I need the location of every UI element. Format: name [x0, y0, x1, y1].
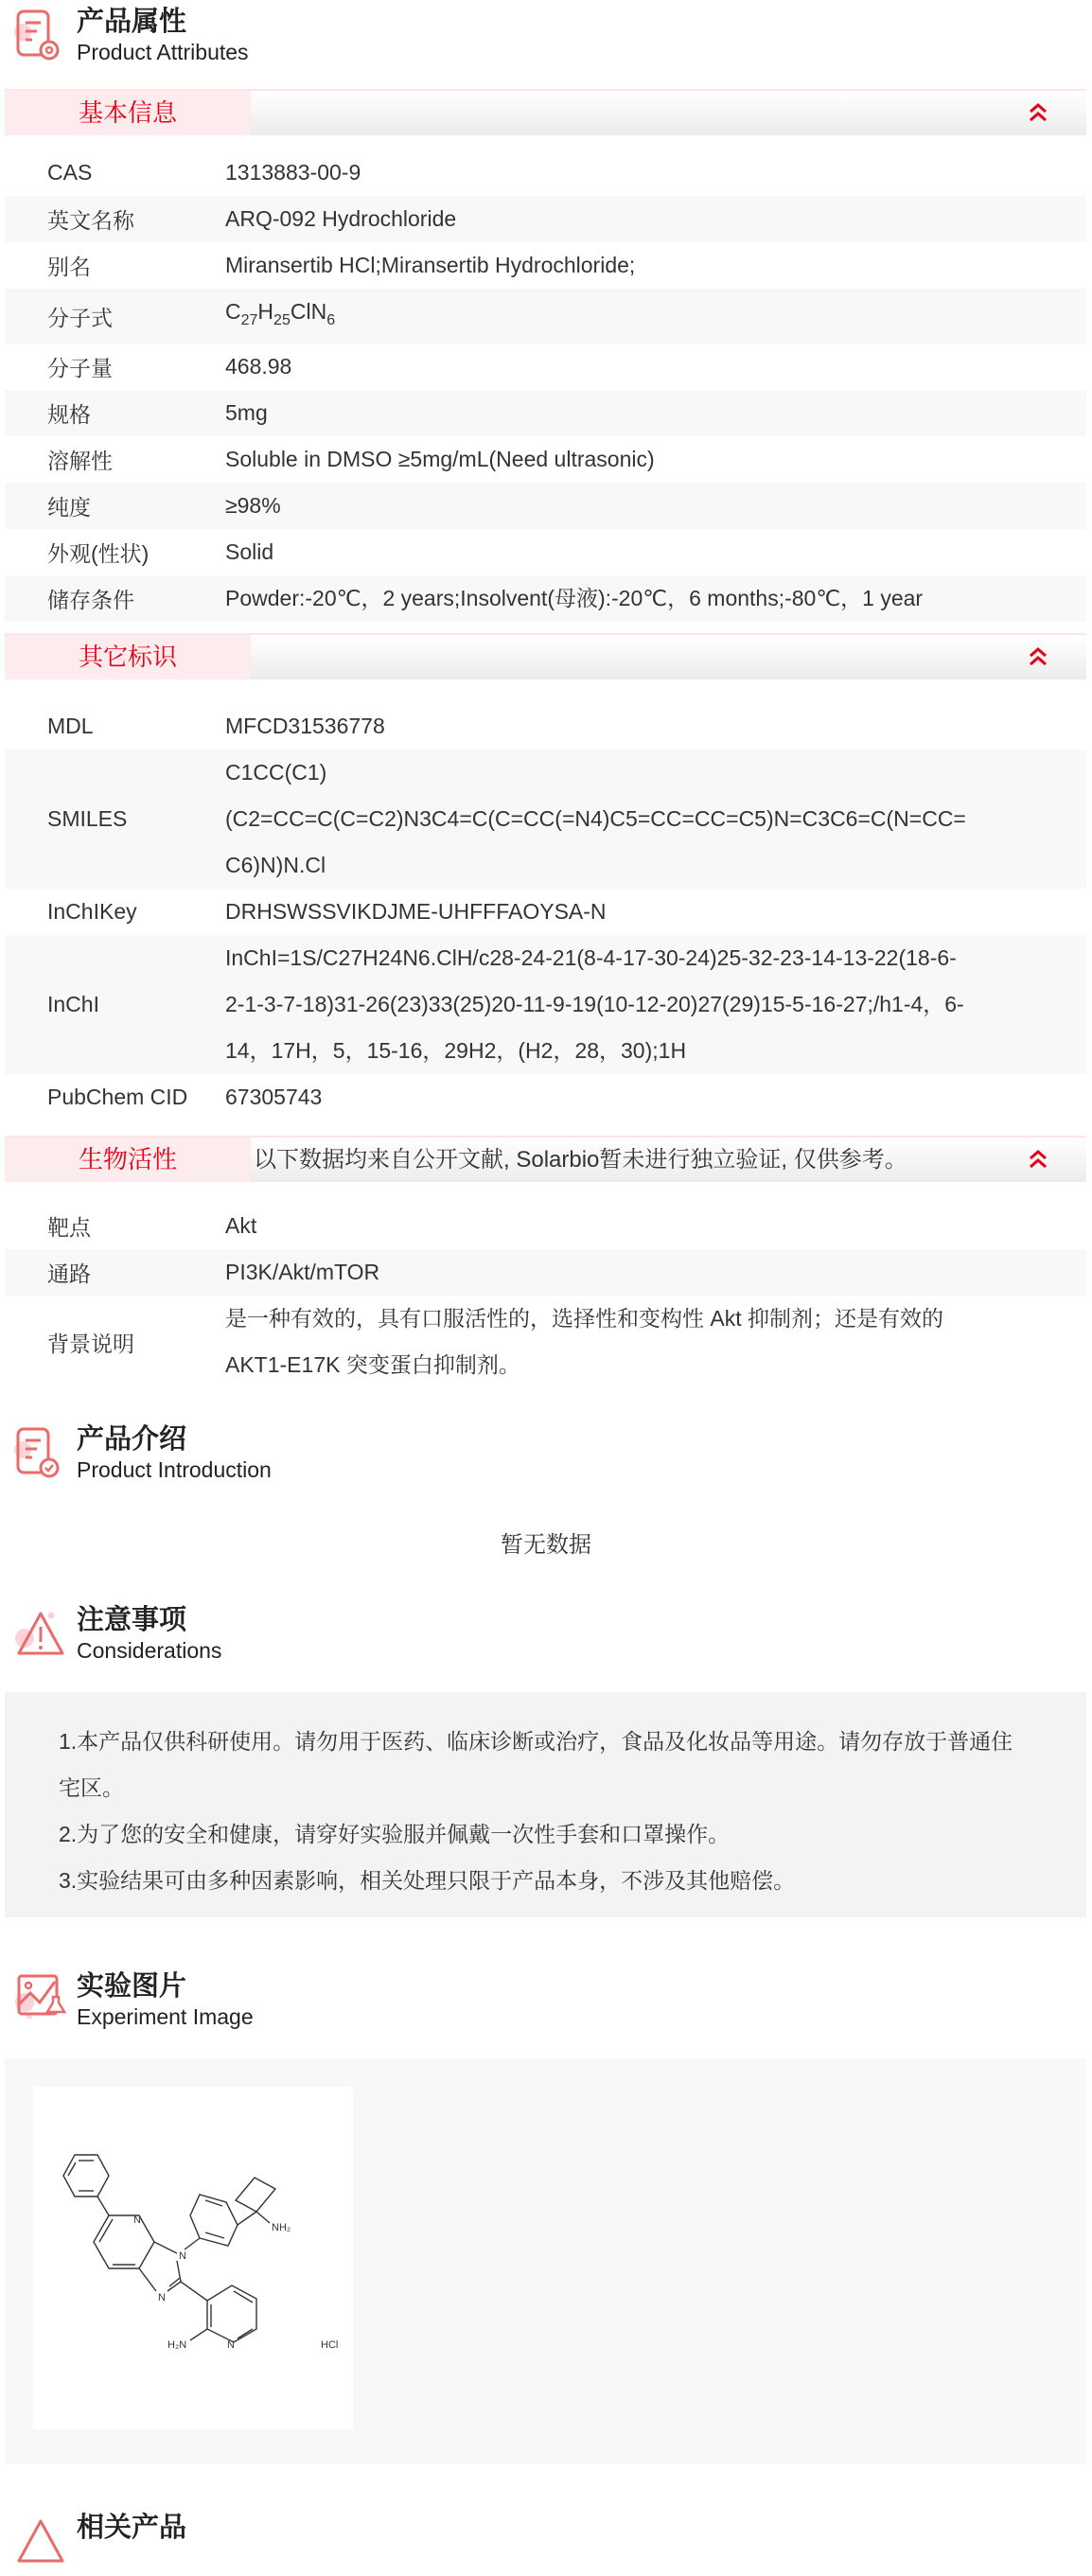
svg-text:H₂N: H₂N	[167, 2339, 187, 2351]
svg-text:HCl: HCl	[321, 2339, 339, 2351]
double-chevron-up-icon[interactable]	[1028, 1149, 1048, 1170]
section-title-en: Product Attributes	[77, 40, 249, 64]
row-label: InChIKey	[47, 899, 137, 924]
row-value: ≥98%	[225, 493, 281, 518]
row-label: CAS	[47, 160, 93, 185]
table-row	[5, 344, 1086, 390]
table-row	[5, 483, 1086, 529]
row-label: 别名	[47, 255, 91, 279]
warning-triangle-icon	[13, 2514, 68, 2568]
svg-text:NH₂: NH₂	[272, 2222, 291, 2233]
row-value-multiline: InChI=1S/C27H24N6.ClH/c28-24-21(8-4-17-30-24)25-32-23-14-13-22(18-6- 2-1-3-7-18)31-26(23)33(25)20-11-9-19(10-12-20)27(29)15-5-16-27;/h1-4，6- 14，17H，5，15-16，29H2，(H2，28，30);1H	[225, 945, 964, 1063]
document-check-icon	[13, 1425, 68, 1480]
bio-activity-table	[5, 1203, 1086, 1388]
bio-activity-header[interactable]	[5, 1136, 1086, 1182]
row-label: SMILES	[47, 806, 128, 831]
table-row	[5, 150, 1086, 196]
warning-triangle-icon	[13, 1606, 68, 1661]
table-row	[5, 1203, 1086, 1249]
section-title-en: Experiment Image	[77, 2004, 254, 2029]
other-ids-tab[interactable]: 其它标识	[5, 635, 251, 679]
table-row	[5, 703, 1086, 750]
empty-state-text: 暂无数据	[501, 1532, 591, 1558]
considerations-box	[5, 1692, 1086, 1917]
basic-info-tab[interactable]: 基本信息	[5, 91, 251, 135]
row-value: ARQ-092 Hydrochloride	[225, 206, 457, 231]
table-row	[5, 1074, 1086, 1120]
image-flask-icon	[13, 1972, 68, 2027]
section-title-en: Product Introduction	[77, 1457, 272, 1482]
row-value: Miransertib HCl;Miransertib Hydrochloride;	[225, 253, 636, 277]
row-label: 储存条件	[47, 588, 134, 612]
table-row	[5, 1296, 1086, 1388]
section-title-en: Considerations	[77, 1638, 222, 1663]
row-value: Solid	[225, 539, 274, 564]
double-chevron-up-icon[interactable]	[1028, 102, 1048, 123]
svg-text:N: N	[179, 2250, 186, 2262]
table-row	[5, 289, 1086, 344]
row-label: 纯度	[47, 495, 91, 520]
row-value: Powder:-20℃，2 years;Insolvent(母液):-20℃，6 months;-80℃，1 year	[225, 586, 924, 610]
row-label: 通路	[47, 1262, 91, 1286]
row-value-multiline: 是一种有效的，具有口服活性的，选择性和变构性 Akt 抑制剂；还是有效的 AKT1-E17K 突变蛋白抑制剂。	[225, 1306, 944, 1377]
experiment-image-container	[5, 2058, 1086, 2463]
disclaimer-note: 以下数据均来自公开文献, Solarbio暂未进行独立验证, 仅供参考。	[254, 1147, 907, 1173]
row-label: 靶点	[47, 1215, 91, 1240]
table-row	[5, 390, 1086, 436]
svg-text:N: N	[227, 2339, 235, 2351]
row-value: 1313883-00-9	[225, 160, 361, 185]
table-row	[5, 529, 1086, 575]
other-ids-table	[5, 703, 1086, 1120]
table-row	[5, 935, 1086, 1074]
bio-activity-tab[interactable]: 生物活性	[5, 1138, 251, 1182]
basic-info-table	[5, 150, 1086, 622]
row-label: 外观(性状)	[47, 541, 150, 566]
row-value-formula: $C_{27}H_{25}ClN_6$	[225, 299, 336, 328]
section-title-zh: 实验图片	[77, 1971, 187, 2002]
section-title-introduction	[13, 1421, 581, 1488]
table-row	[5, 575, 1086, 622]
row-label: 背景说明	[47, 1331, 134, 1356]
section-title-zh: 产品介绍	[77, 1424, 187, 1455]
other-ids-header[interactable]	[5, 633, 1086, 679]
consideration-item: 1.本产品仅供科研使用。请勿用于医药、临床诊断或治疗，食品及化妆品等用途。请勿存放于普通住宅区。	[59, 1729, 1013, 1800]
table-row	[5, 889, 1086, 935]
structure-image[interactable]	[33, 2087, 353, 2429]
row-value: PI3K/Akt/mTOR	[225, 1260, 380, 1284]
section-title-experiment-image	[13, 1968, 581, 2035]
section-title-zh: 相关产品	[77, 2513, 187, 2543]
consideration-item: 2.为了您的安全和健康，请穿好实验服并佩戴一次性手套和口罩操作。	[59, 1822, 731, 1846]
consideration-item: 3.实验结果可由多种因素影响，相关处理只限于产品本身，不涉及其他赔偿。	[59, 1868, 796, 1893]
table-row	[5, 436, 1086, 483]
document-gear-icon	[13, 8, 68, 62]
row-label: 分子量	[47, 356, 113, 380]
svg-text:N: N	[133, 2214, 141, 2226]
row-label: 规格	[47, 402, 91, 427]
table-row	[5, 750, 1086, 889]
table-row	[5, 1249, 1086, 1296]
table-row	[5, 196, 1086, 242]
chemical-structure-diagram	[33, 2087, 353, 2429]
svg-text:N: N	[158, 2292, 166, 2303]
row-label: 溶解性	[47, 449, 113, 473]
row-label: InChI	[47, 992, 99, 1016]
section-title-zh: 注意事项	[77, 1605, 187, 1635]
row-label: 分子式	[47, 305, 113, 330]
row-value: DRHSWSSVIKDJME-UHFFFAOYSA-N	[225, 899, 607, 924]
section-title-considerations	[13, 1602, 581, 1668]
row-label: 英文名称	[47, 208, 134, 233]
row-value: MFCD31536778	[225, 714, 385, 738]
section-title-related	[13, 2510, 581, 2576]
row-value: Akt	[225, 1213, 257, 1238]
row-value-multiline: C1CC(C1) (C2=CC=C(C=C2)N3C4=C(C=CC(=N4)C5=CC=CC=C5)N=C3C6=C(N=CC= C6)N)N.Cl	[225, 760, 966, 877]
row-label: PubChem CID	[47, 1085, 188, 1109]
double-chevron-up-icon[interactable]	[1028, 646, 1048, 667]
row-value: 468.98	[225, 354, 292, 379]
section-title-zh: 产品属性	[77, 7, 187, 37]
row-value: Soluble in DMSO ≥5mg/mL(Need ultrasonic)	[225, 447, 655, 471]
table-row	[5, 242, 1086, 289]
row-value: 5mg	[225, 400, 268, 425]
row-label: MDL	[47, 714, 94, 738]
basic-info-header[interactable]	[5, 89, 1086, 135]
section-title-attributes	[13, 4, 581, 70]
row-value: 67305743	[225, 1085, 323, 1109]
